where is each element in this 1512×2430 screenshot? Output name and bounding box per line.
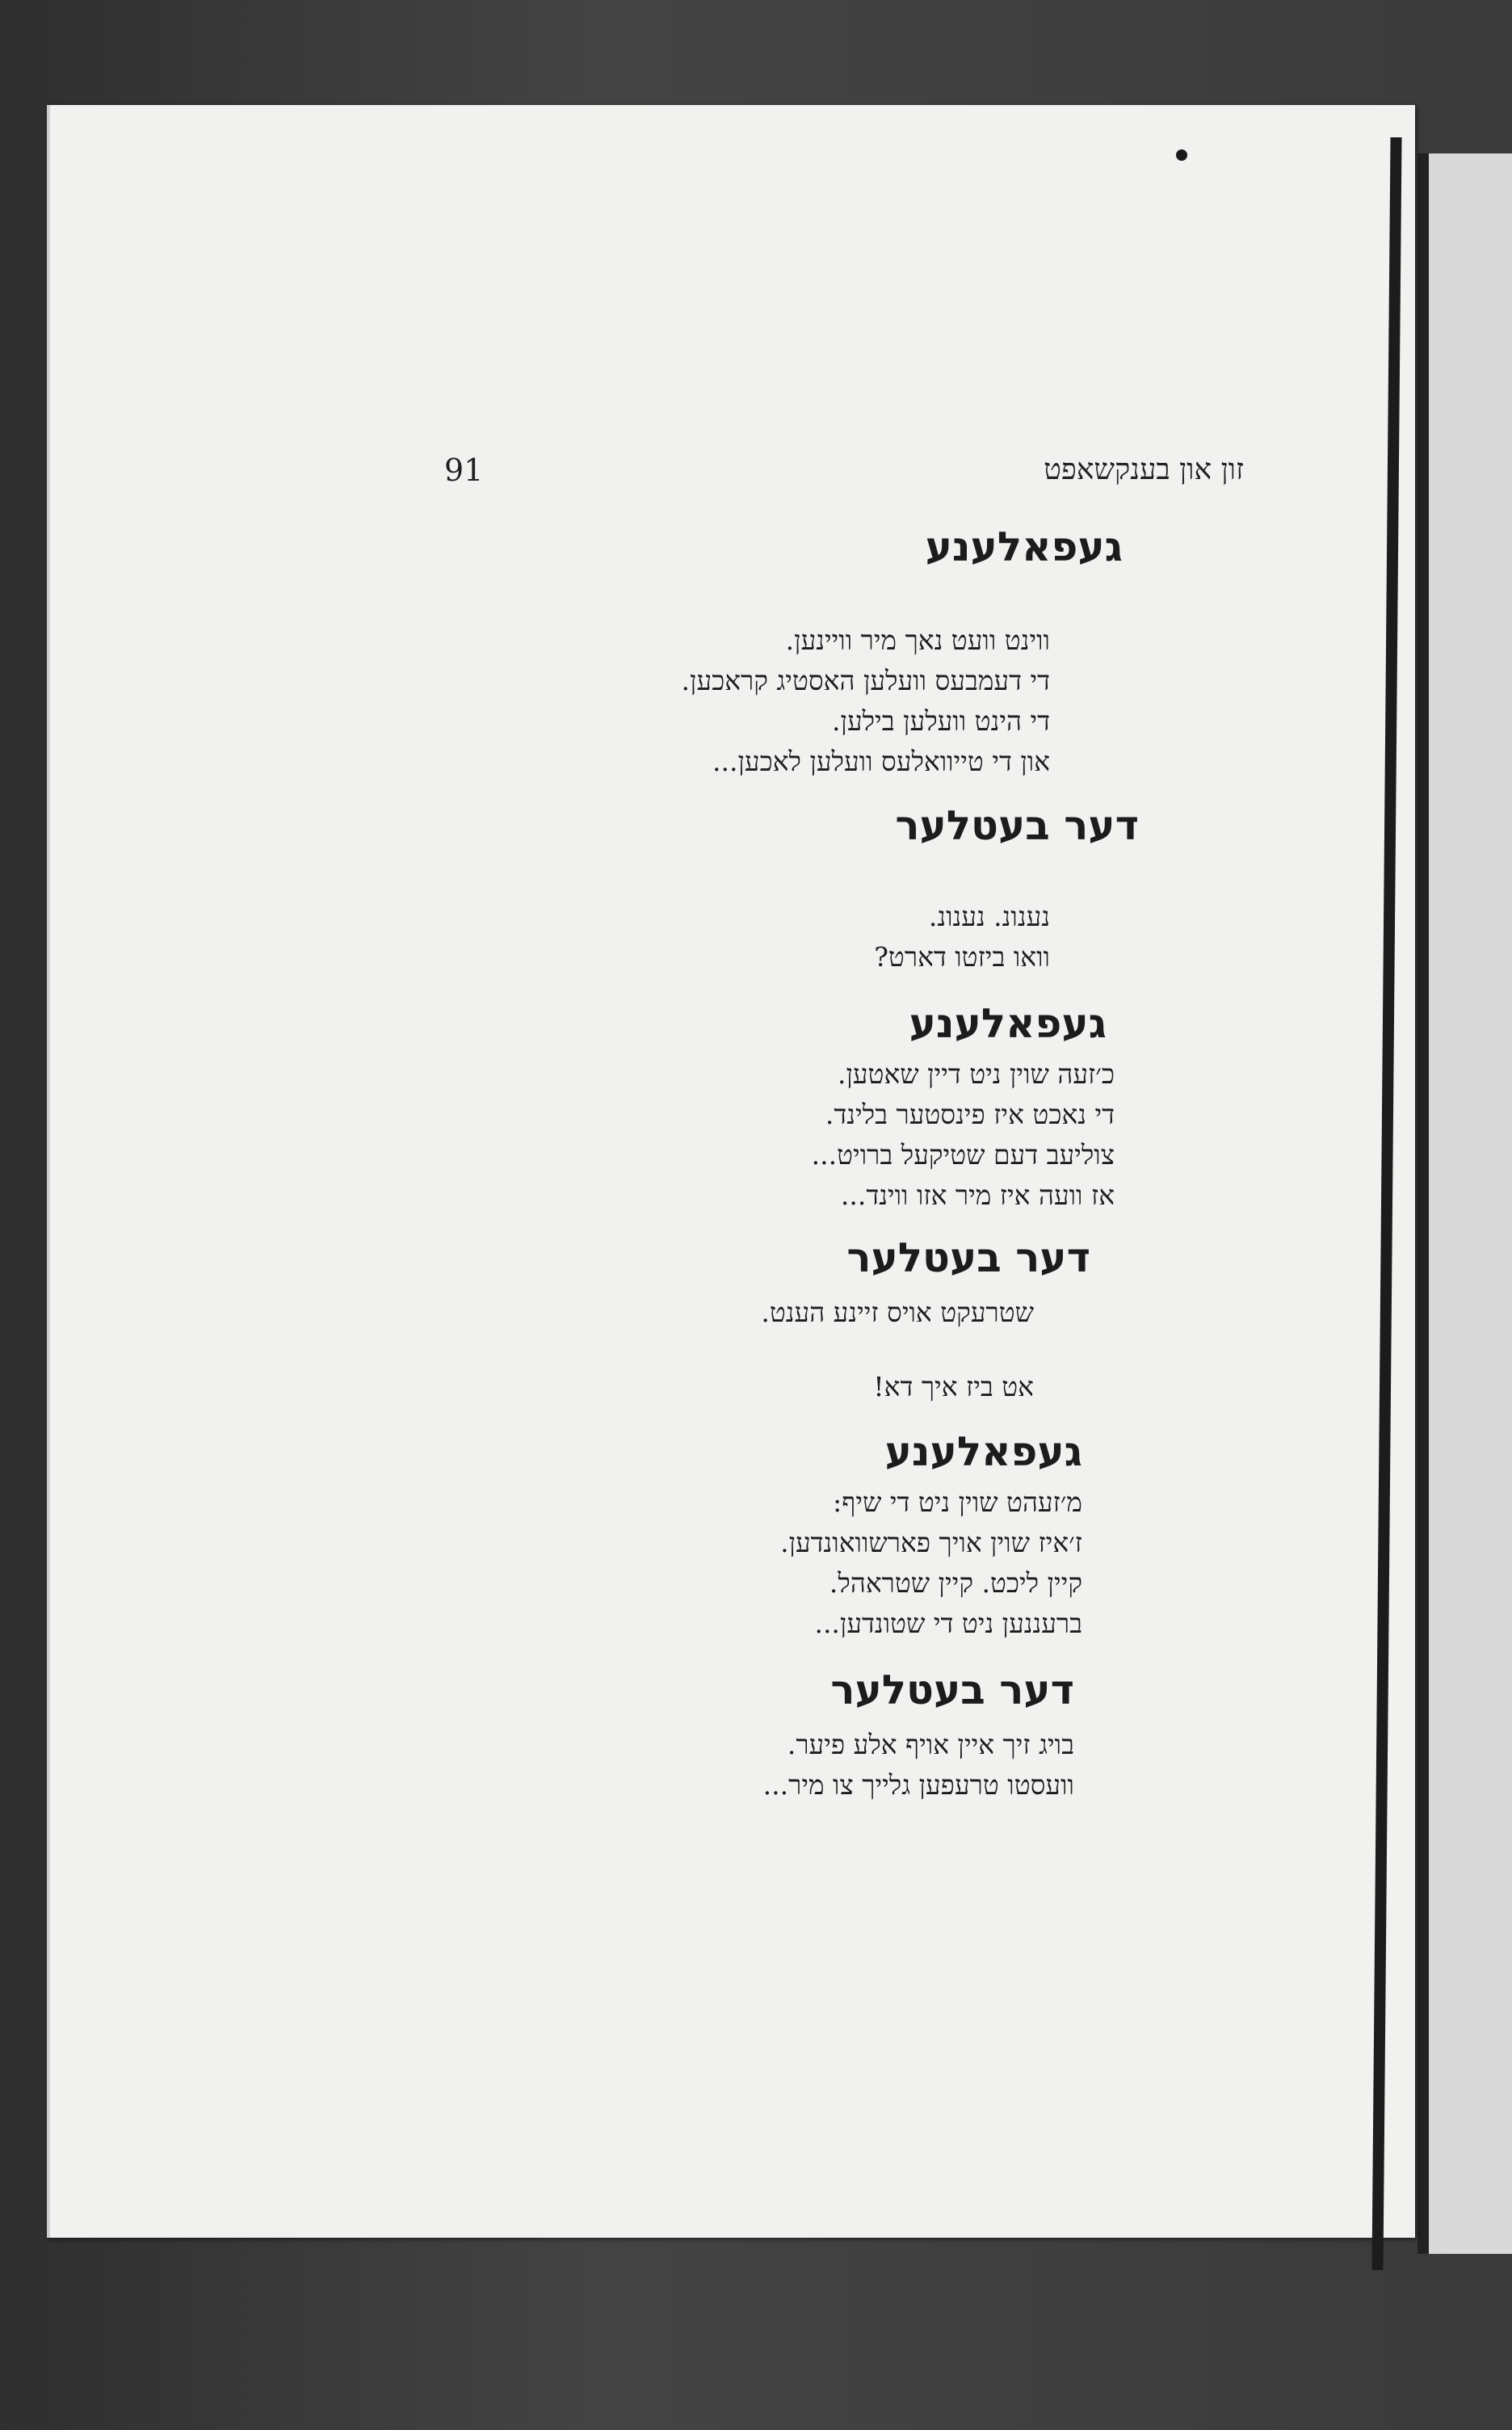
running-title: זון און בענקשאפט (1044, 453, 1244, 486)
verse-line: די הינט וועלען בילען. (832, 705, 1050, 737)
verse-line: די דעמבעס וועלען האסטיג קראכען. (681, 665, 1050, 696)
verse-line: וואו ביזטו דארט? (874, 941, 1050, 973)
page-number: 91 (444, 452, 484, 488)
verse-line: וועסטו טרעפען גלייך צו מיר... (762, 1769, 1074, 1801)
stanza (780, 1482, 1082, 1644)
verse-line: ברעננען ניט די שטונדען... (814, 1608, 1082, 1639)
speaker-heading: דער בעטלער (830, 1667, 1074, 1713)
verse-line: אט ביז איך דא! (873, 1371, 1034, 1402)
speaker-heading: געפאלענע (884, 1428, 1082, 1475)
verse-line: בויג זיך איין אויף אלע פיער. (787, 1729, 1074, 1760)
adjacent-page-edge (1418, 153, 1512, 2254)
verse-line: די נאכט איז פינסטער בלינד. (825, 1099, 1115, 1130)
speaker-heading: געפאלענע (909, 1000, 1107, 1047)
stanza-gap (761, 1333, 1034, 1367)
verse-line: און די טייוואלעס וועלען לאכען... (712, 746, 1050, 777)
verse-line: ווינט וועט נאך מיר וויינען. (785, 624, 1050, 656)
page-header (436, 452, 1244, 501)
speaker-heading: געפאלענע (925, 523, 1123, 570)
speaker-heading: דער בעטלער (846, 1234, 1090, 1281)
stage-direction: שטרעקט אויס זיינע הענט. (761, 1297, 1034, 1328)
book-page (47, 105, 1415, 2238)
ink-spot (1176, 149, 1187, 161)
verse-line: מ׳זעהט שוין ניט די שיף: (833, 1486, 1082, 1518)
stanza (682, 620, 1123, 782)
verse-line: נענונ. נענונ. (928, 901, 1050, 932)
stanza (763, 1725, 1074, 1806)
verse-line: ז׳איז שוין אויך פארשוואונדען. (780, 1527, 1082, 1558)
stanza (812, 1054, 1115, 1216)
verse-line: כ׳זעה שוין ניט דיין שאטען. (837, 1058, 1115, 1090)
verse-line: צוליעב דעם שטיקעל ברויט... (811, 1139, 1115, 1171)
verse-line: אז וועה איז מיר אזו ווינד... (840, 1179, 1115, 1211)
stanza (874, 897, 1123, 977)
verse-line: קיין ליכט. קיין שטראהל. (829, 1567, 1082, 1599)
stanza (761, 1293, 1034, 1407)
speaker-heading: דער בעטלער (895, 802, 1139, 849)
